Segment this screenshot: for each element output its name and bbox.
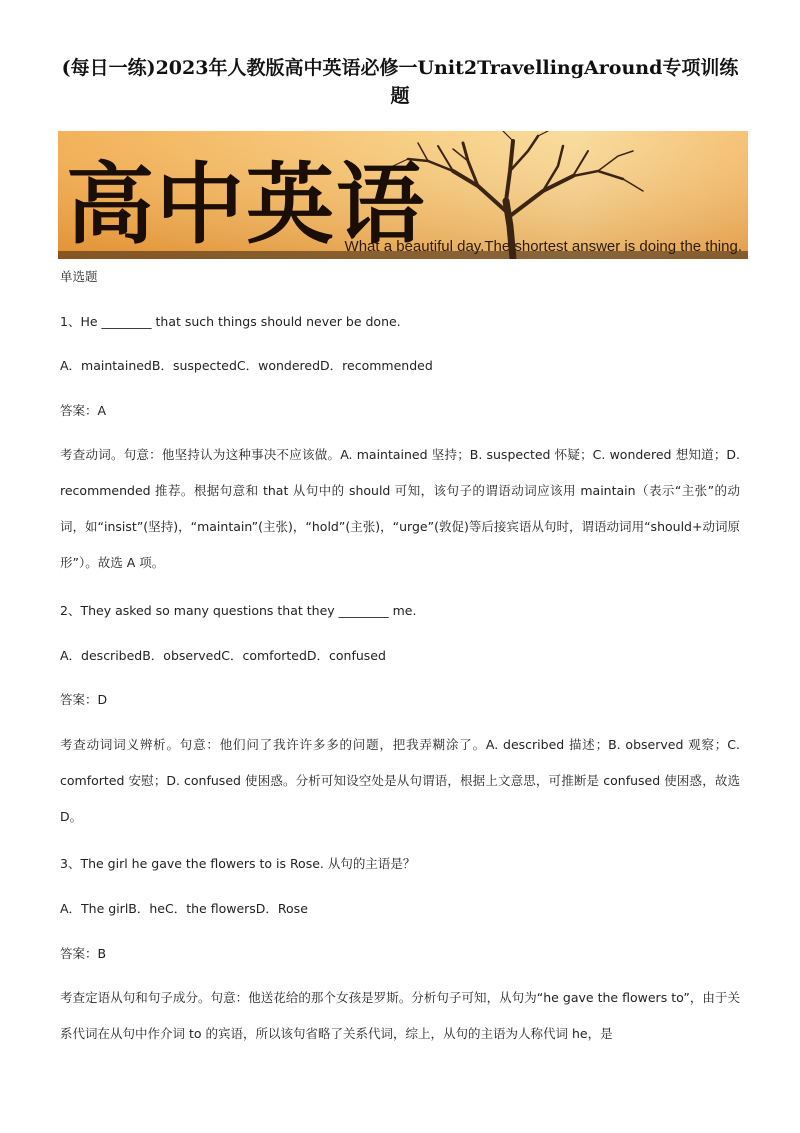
document-title: (每日一练)2023年人教版高中英语必修一Unit2TravellingAround专项训练题 — [61, 57, 739, 107]
banner-graphic — [58, 131, 748, 259]
question-3-answer: 答案：B — [60, 946, 107, 961]
banner-big-text: 高中英语 — [66, 152, 427, 256]
question-1-stem: 1、He ________ that such things should never be done. — [60, 314, 401, 329]
question-2-stem: 2、They asked so many questions that they ________ me. — [60, 603, 417, 618]
question-3-explanation: 考查定语从句和句子成分。句意：他送花给的那个女孩是罗斯。分析句子可知，从句为“he gave the flowers to”，由于关系代词在从句中作介词 to 的宾语，所以该句省略了关系代词，综上，从句的主语为人称代词 he，是 — [60, 990, 740, 1041]
question-3-options: A．The girlB．heC．the flowersD．Rose — [60, 901, 308, 916]
question-2-answer: 答案：D — [60, 692, 108, 707]
section-label: 单选题 — [60, 269, 98, 284]
question-2-options: A．describedB．observedC．comfortedD．confused — [60, 648, 386, 663]
question-1-explanation: 考查动词。句意：他坚持认为这种事决不应该做。A. maintained 坚持；B. suspected 怀疑；C. wondered 想知道；D. recommended 推荐。根据句意和 that 从句中的 should 可知，该句子的谓语动词应该用 maintain（表示“主张”的动词，如“insist”(坚持)，“maintain”(主张)，“hold”(主张)，“urge”(敦促)等后接宾语从句时，谓语动词用“should+动词原形”）。故选 A 项。 — [60, 447, 740, 570]
question-1-answer: 答案：A — [60, 403, 107, 418]
banner-image — [58, 131, 748, 259]
banner-slogan: What a beautiful day.The shortest answer is doing the thing. — [344, 238, 742, 255]
question-1-options: A．maintainedB．suspectedC．wonderedD．recommended — [60, 358, 433, 373]
question-3-stem: 3、The girl he gave the flowers to is Rose. 从句的主语是？ — [60, 856, 416, 871]
question-2-explanation: 考查动词词义辨析。句意：他们问了我许许多多的问题，把我弄糊涂了。A. described 描述；B. observed 观察；C. comforted 安慰；D. confused 使困惑。分析可知设空处是从句谓语，根据上文意思，可推断是 confused 使困惑，故选 D。 — [60, 737, 740, 824]
